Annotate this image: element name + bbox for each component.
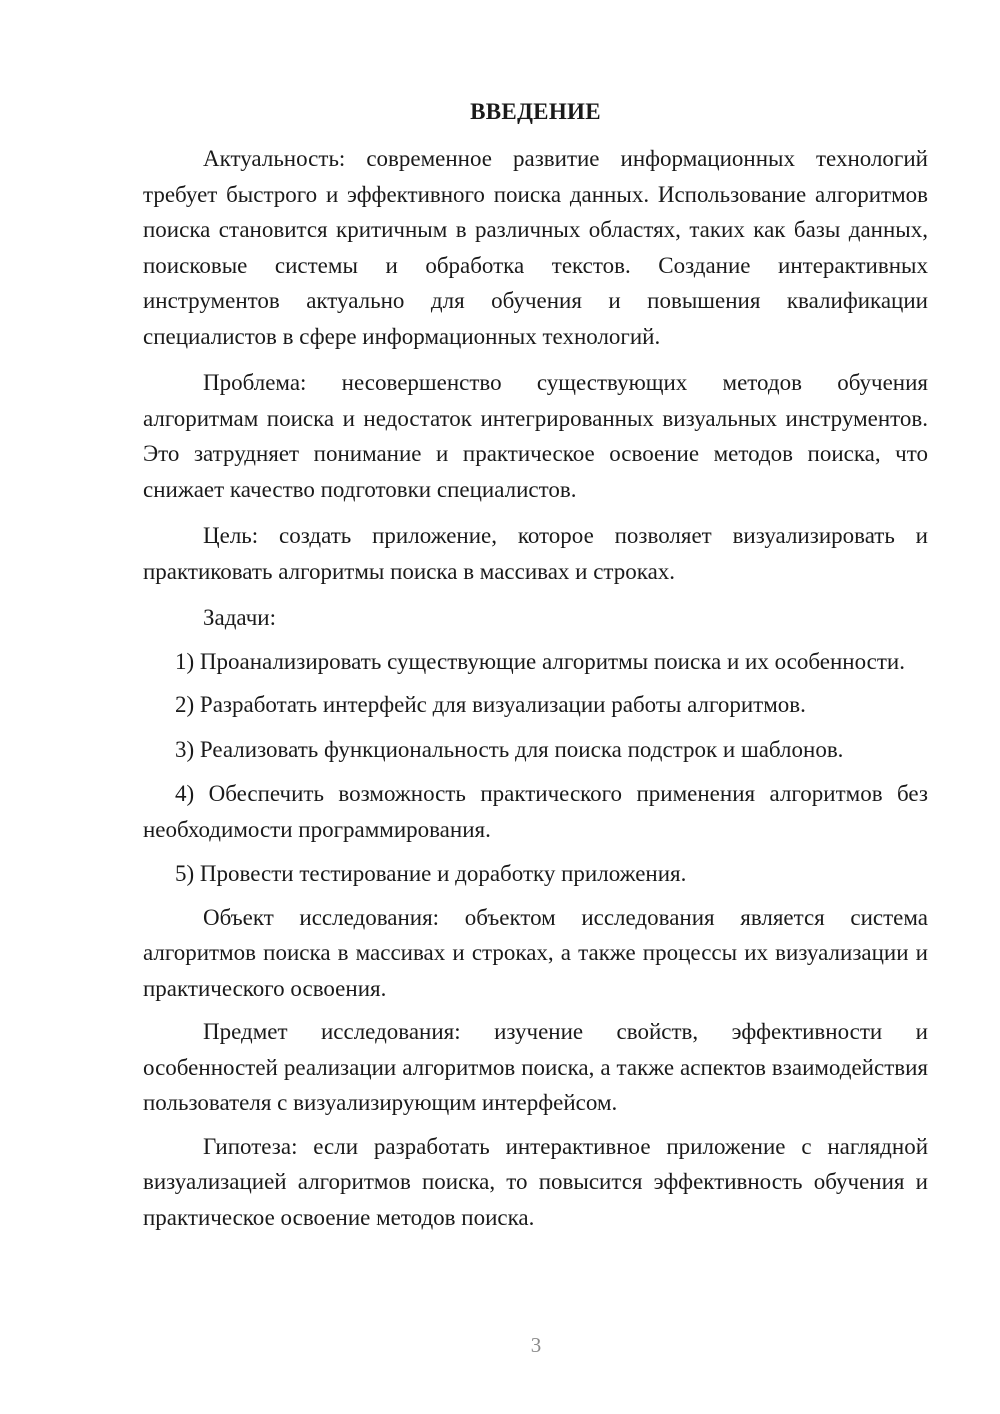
document-body — [143, 141, 928, 1235]
paragraph-goal: Цель: создать приложение, которое позволяет визуализировать и практиковать алгоритмы поиска в массивах и строках. — [143, 523, 928, 584]
paragraph-subject: Предмет исследования: изучение свойств, эффективности и особенностей реализации алгоритмов поиска, а также аспектов взаимодействия пользователя с визуализирующим интерфейсом. — [143, 1019, 928, 1115]
page-title: ВВЕДЕНИЕ — [470, 99, 601, 124]
paragraph-hypothesis: Гипотеза: если разработать интерактивное приложение с наглядной визуализацией алгоритмов поиска, то повысится эффективность обучения и практическое освоение методов поиска. — [143, 1133, 928, 1230]
task-item-2: 2) Разработать интерфейс для визуализации работы алгоритмов. — [175, 692, 806, 717]
task-item-1: 1) Проанализировать существующие алгоритмы поиска и их особенности. — [175, 648, 905, 674]
paragraph-object: Объект исследования: объектом исследования является система алгоритмов поиска в массивах и строках, а также процессы их визуализации и практического освоения. — [143, 904, 928, 1001]
task-item-3: 3) Реализовать функциональность для поиска подстрок и шаблонов. — [175, 736, 844, 762]
task-item-4: 4) Обеспечить возможность практического применения алгоритмов без необходимости программирования. — [143, 781, 928, 842]
paragraph-problem: Проблема: несовершенство существующих методов обучения алгоритмам поиска и недостаток интегрированных визуальных инструментов. Это затрудняет понимание и практическое освоение методов поиска, что снижает качество подготовки специалистов. — [143, 370, 928, 502]
task-item-5: 5) Провести тестирование и доработку приложения. — [175, 861, 687, 886]
tasks-label: Задачи: — [203, 605, 276, 630]
page-number: 3 — [530, 1333, 542, 1357]
paragraph-relevance: Актуальность: современное развитие информационных технологий требует быстрого и эффективного поиска данных. Использование алгоритмов поиска становится критичным в различных областях, таких как базы данных, поисковые системы и обработка текстов. Создание интерактивных инструментов актуально для обучения и повышения квалификации специалистов в сфере информационных технологий. — [143, 146, 928, 349]
